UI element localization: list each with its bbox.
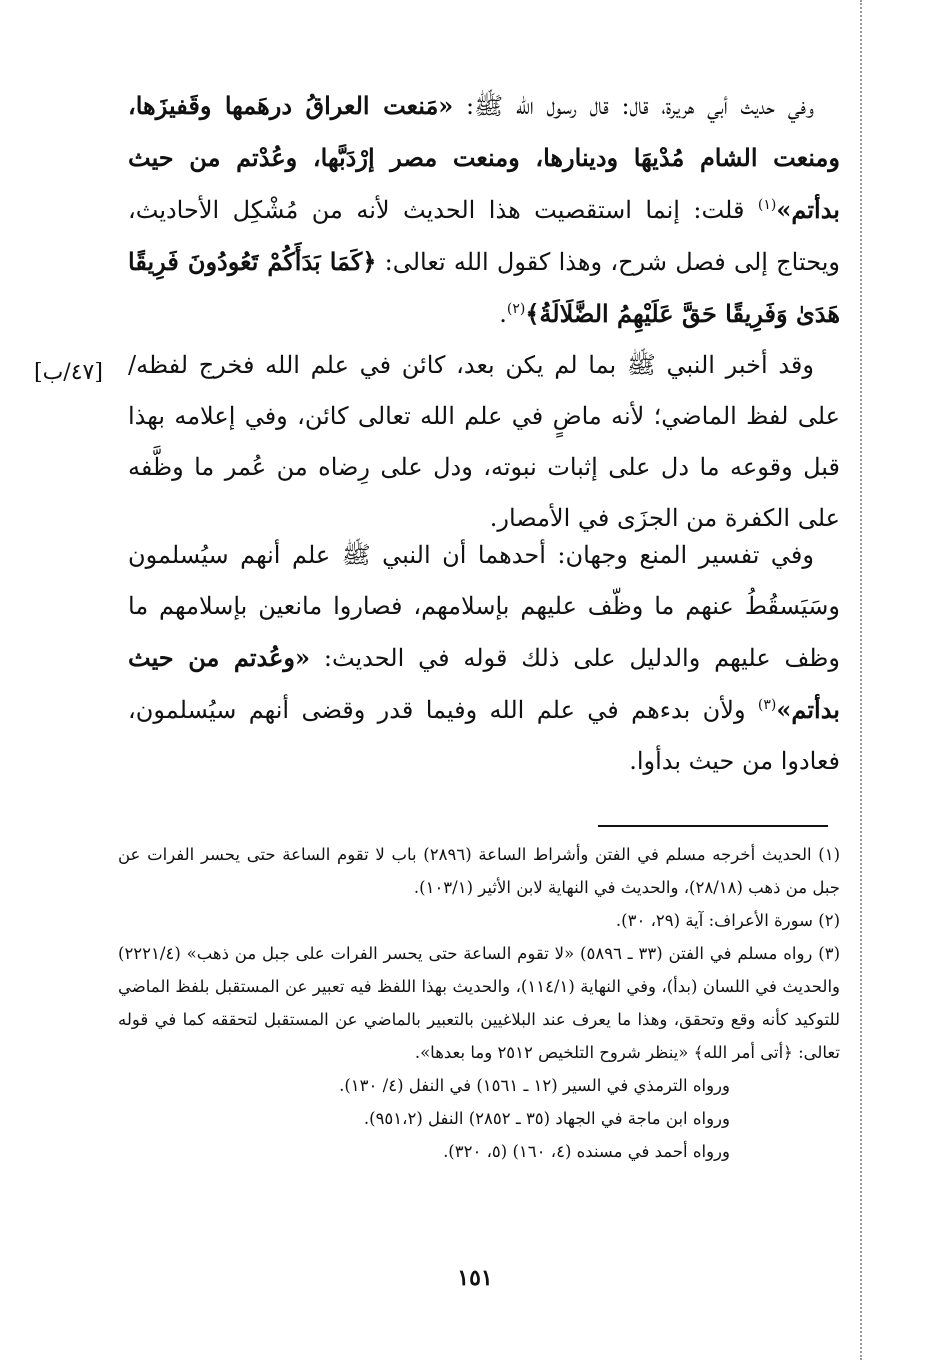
main-text bbox=[128, 80, 840, 340]
text-run: ولأن بدءهم في علم الله وفيما قدر وقضى أنهم سيُسلمون، فعادوا من حيث بدأوا. bbox=[128, 696, 840, 775]
margin-dotted-line bbox=[860, 0, 862, 1360]
paragraph bbox=[128, 340, 840, 544]
footnote-continuation: ورواه ابن ماجة في الجهاد (٣٥ ـ ٢٨٥٢) النفل (٩٥١،٢). bbox=[363, 1109, 730, 1128]
page-number: ١٥١ bbox=[457, 1265, 493, 1291]
text-run: وفي تفسير المنع وجهان: أحدهما أن النبي ﷺ علم أنهم سيُسلمون وسَيَسقُطُ عنهم ما وظّف عليهم بإسلامهم، فصاروا مانعين بإسلامهم ما وظف عليهم والدليل على ذلك قوله في الحديث: bbox=[128, 541, 841, 672]
footnote-separator bbox=[598, 825, 828, 827]
text-run: وقد أخبر النبي ﷺ بما لم يكن بعد، كائن في علم الله فخرج لفظه/ على لفظ الماضي؛ لأنه ماضٍ في علم الله تعالى كائن، وفي إعلامه بهذا قبل وقوعه ما دل على إثبات نبوته، ودل على رِضاه من عُمر ما وظَّفه على الكفرة من الجزَى في الأمصار. bbox=[128, 351, 840, 532]
footnote: (١) الحديث أخرجه مسلم في الفتن وأشراط الساعة (٢٨٩٦) باب لا تقوم الساعة حتى يحسر الفرات عن جبل من ذهب (٢٨/١٨)، والحديث في النهاية لابن الأثير (١٠٣/١). bbox=[118, 845, 840, 897]
footnote: (٢) سورة الأعراف: آية (٢٩، ٣٠). bbox=[615, 911, 840, 930]
text-run: . bbox=[499, 300, 507, 328]
footnote: (٣) رواه مسلم في الفتن (٣٣ ـ ٥٨٩٦) «لا تقوم الساعة حتى يحسر الفرات على جبل من ذهب» (٢٢٢١/٤) والحديث في اللسان (بدأ)، وفي النهاية (١١٤/١)، والحديث بهذا اللفظ فيه تعبير عن المستقبل بلفظ الماضي للتوكيد كأنه وقع وتحقق، وهذا ما يعرف عند البلاغيين بالتعبير بالماضي عن المستقبل لتحققه كما في قوله تعالى: ﴿أتى أمر الله﴾ «ينظر شروح التلخيص ٢٥١٢ وما بعدها». bbox=[118, 944, 840, 1062]
bold-quote: ﴿كَمَا بَدَأَكُمْ تَعُودُونَ فَرِيقًا هَدَىٰ وَفَرِيقًا حَقَّ عَلَيْهِمُ الضَّلَالَةُ﴾ bbox=[128, 247, 840, 328]
manuscript-folio-marker: [٤٧/ب] bbox=[34, 360, 103, 385]
main-text bbox=[128, 340, 840, 544]
footnote-ref: (٢) bbox=[506, 301, 526, 317]
text-run: قلت: إنما استقصيت هذا الحديث لأنه من مُشْكِل الأحاديث، ويحتاج إلى فصل شرح، وهذا كقول الله تعالى: bbox=[128, 196, 840, 276]
footnote-ref: (٣) bbox=[757, 697, 777, 713]
paragraph bbox=[128, 530, 840, 787]
footnote-continuation: ورواه أحمد في مسنده (٤، ١٦٠) (٥، ٣٢٠). bbox=[443, 1142, 730, 1161]
text-run: وفي حديث أبي هريرة، قال: قال رسول الله ﷺ: bbox=[453, 92, 815, 120]
footnotes bbox=[118, 838, 840, 1168]
footnote-continuation: ورواه الترمذي في السير (١٢ ـ ١٥٦١) في النفل (٤/ ١٣٠). bbox=[339, 1076, 730, 1095]
footnote-ref: (١) bbox=[757, 197, 777, 213]
paragraph bbox=[128, 80, 840, 340]
bold-quote: «وعُدتم من حيث بدأتم» bbox=[128, 643, 840, 724]
main-text bbox=[128, 530, 840, 787]
bold-quote: «مَنعت العراقُ درهَمها وقَفيزَها، ومنعت الشام مُدْيهَا ودينارها، ومنعت مصر إرْدَبَّها، وعُدْتم من حيث بدأتم» bbox=[128, 91, 840, 224]
